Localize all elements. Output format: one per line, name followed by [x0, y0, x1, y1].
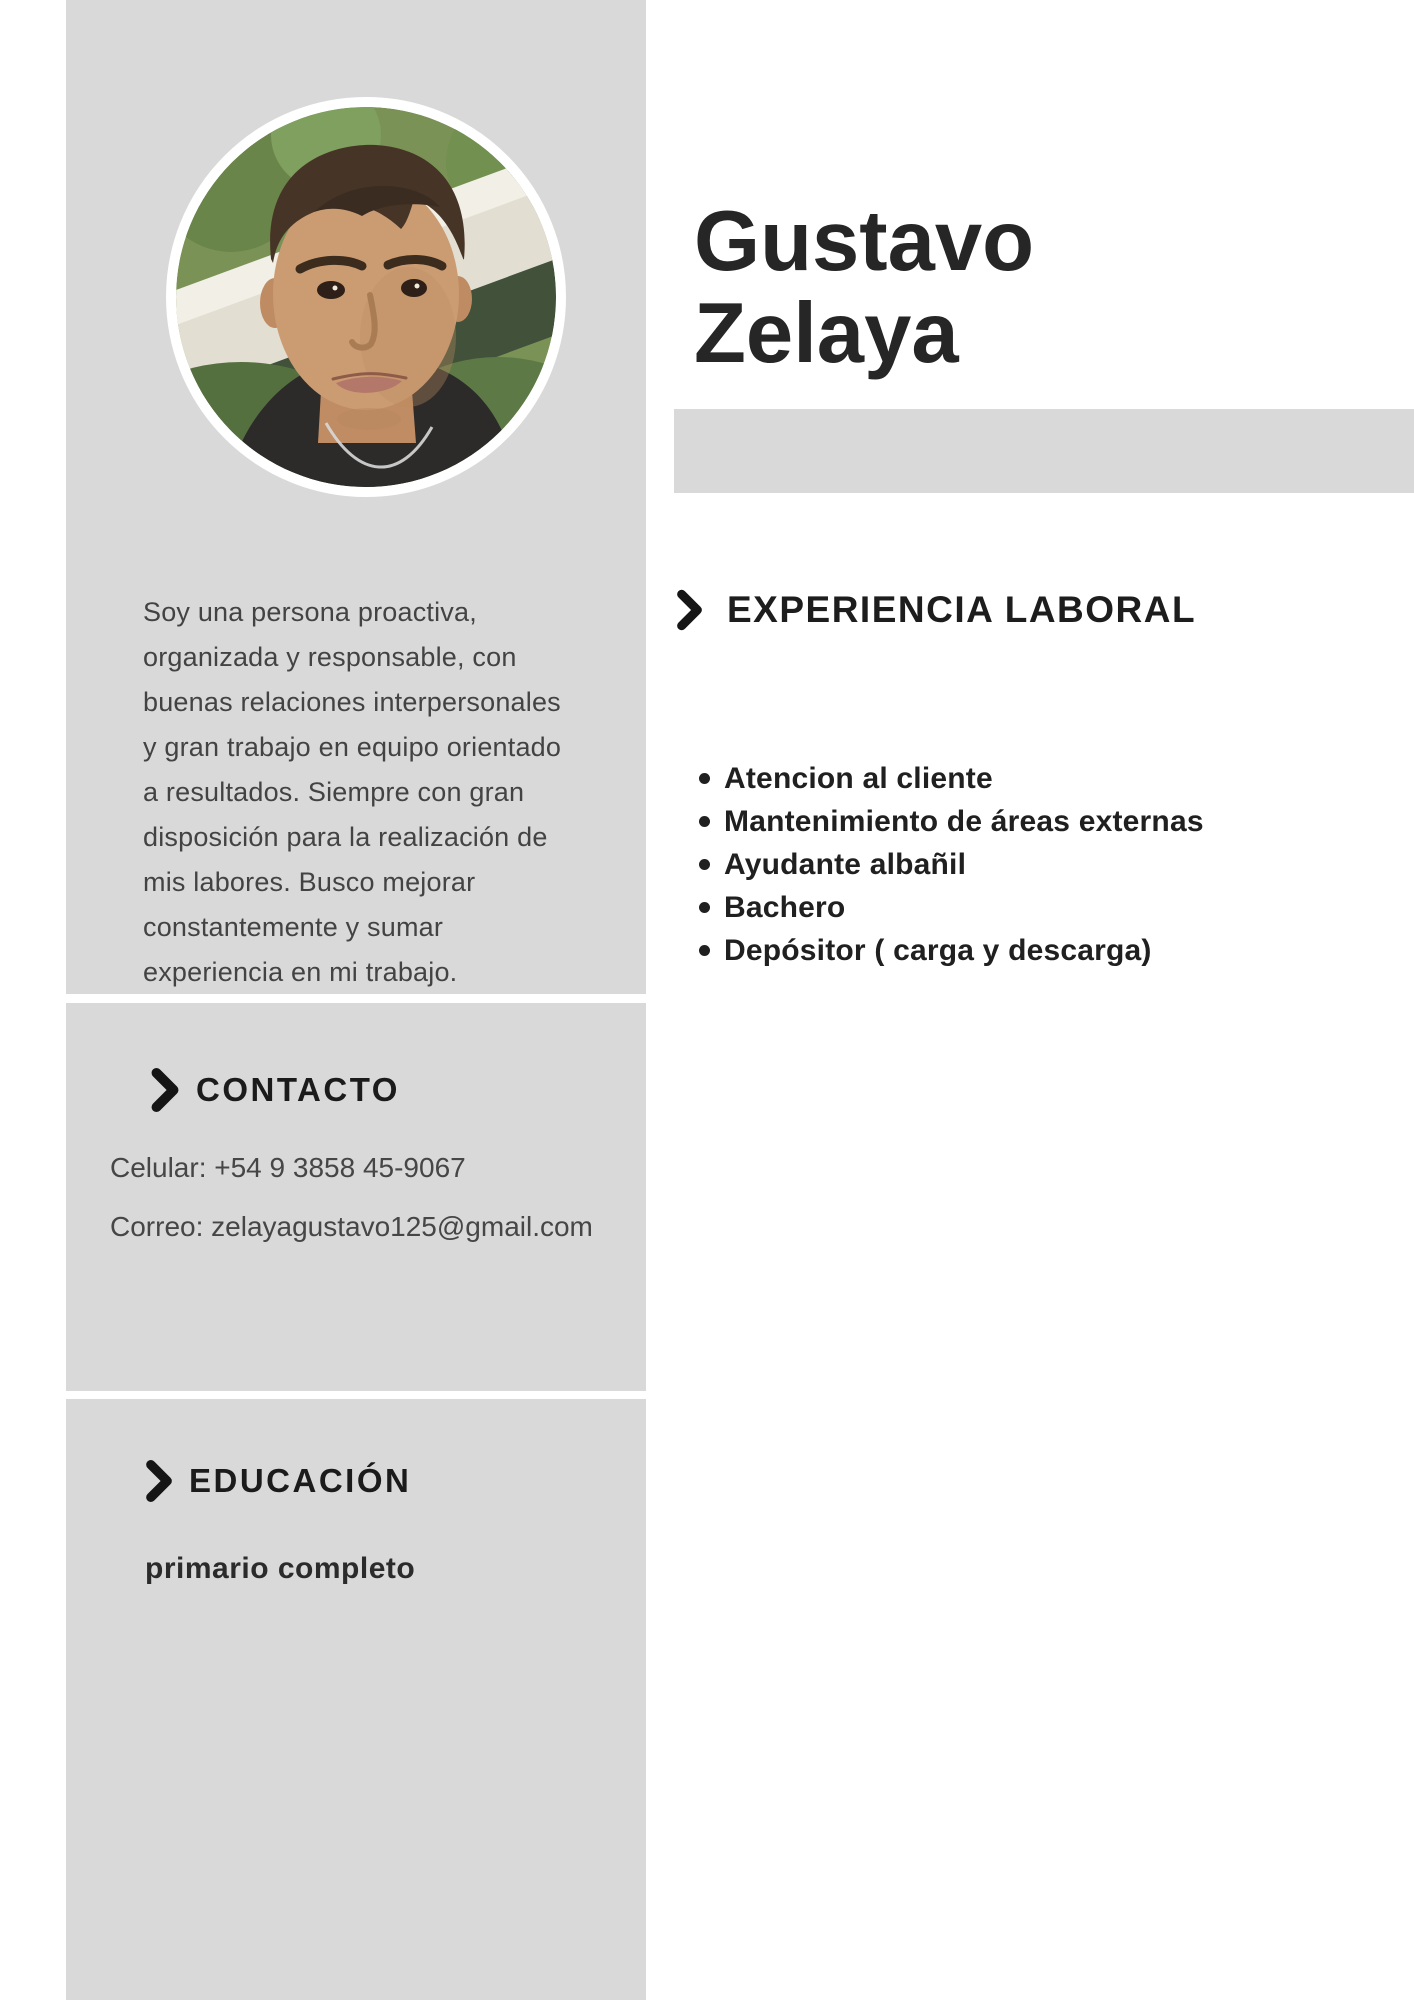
education-heading-label: EDUCACIÓN [189, 1462, 412, 1499]
contact-heading [150, 1066, 400, 1114]
experience-item-label: Ayudante albañil [724, 847, 967, 881]
list-item [699, 757, 1204, 800]
summary-line: constantemente y sumar [143, 912, 444, 942]
last-name: Zelaya [694, 286, 959, 381]
experience-heading [676, 583, 1196, 637]
list-item [699, 886, 1204, 929]
summary-line: organizada y responsable, con [143, 642, 517, 672]
bullet-dot-icon [699, 773, 710, 784]
portrait-illustration [176, 107, 556, 487]
experience-item-label: Mantenimiento de áreas externas [724, 804, 1204, 838]
bullet-dot-icon [699, 945, 710, 956]
contact-heading-label: CONTACTO [196, 1071, 400, 1108]
summary-line: y gran trabajo en equipo orientado [143, 732, 562, 762]
chevron-right-icon [145, 1458, 173, 1504]
list-item [699, 929, 1204, 972]
experience-heading-label: EXPERIENCIA LABORAL [727, 589, 1197, 630]
summary-line: mis labores. Busco mejorar [143, 867, 476, 897]
bullet-dot-icon [699, 859, 710, 870]
bullet-dot-icon [699, 816, 710, 827]
education-detail: primario completo [145, 1552, 416, 1585]
summary-line: a resultados. Siempre con gran [143, 777, 525, 807]
phone-line: Celular: +54 9 3858 45-9067 [110, 1152, 466, 1183]
bullet-dot-icon [699, 902, 710, 913]
education-heading [145, 1457, 411, 1505]
chevron-right-icon [150, 1068, 180, 1112]
email-line: Correo: zelayagustavo125@gmail.com [110, 1211, 593, 1242]
summary-line: disposición para la realización de [143, 822, 548, 852]
experience-item-label: Depósitor ( carga y descarga) [724, 933, 1152, 967]
person-name [694, 196, 1034, 380]
experience-item-label: Bachero [724, 890, 846, 924]
first-name: Gustavo [694, 194, 1035, 289]
list-item [699, 800, 1204, 843]
experience-list [699, 757, 1204, 972]
summary-line: Soy una persona proactiva, [143, 597, 477, 627]
name-accent-bar [674, 409, 1414, 493]
profile-summary [143, 590, 561, 995]
experience-item-label: Atencion al cliente [724, 761, 993, 795]
profile-photo [166, 97, 566, 497]
chevron-right-icon [676, 585, 703, 635]
summary-line: buenas relaciones interpersonales [143, 687, 561, 717]
contact-panel [66, 1003, 646, 1391]
list-item [699, 843, 1204, 886]
summary-line: experiencia en mi trabajo. [143, 957, 458, 987]
